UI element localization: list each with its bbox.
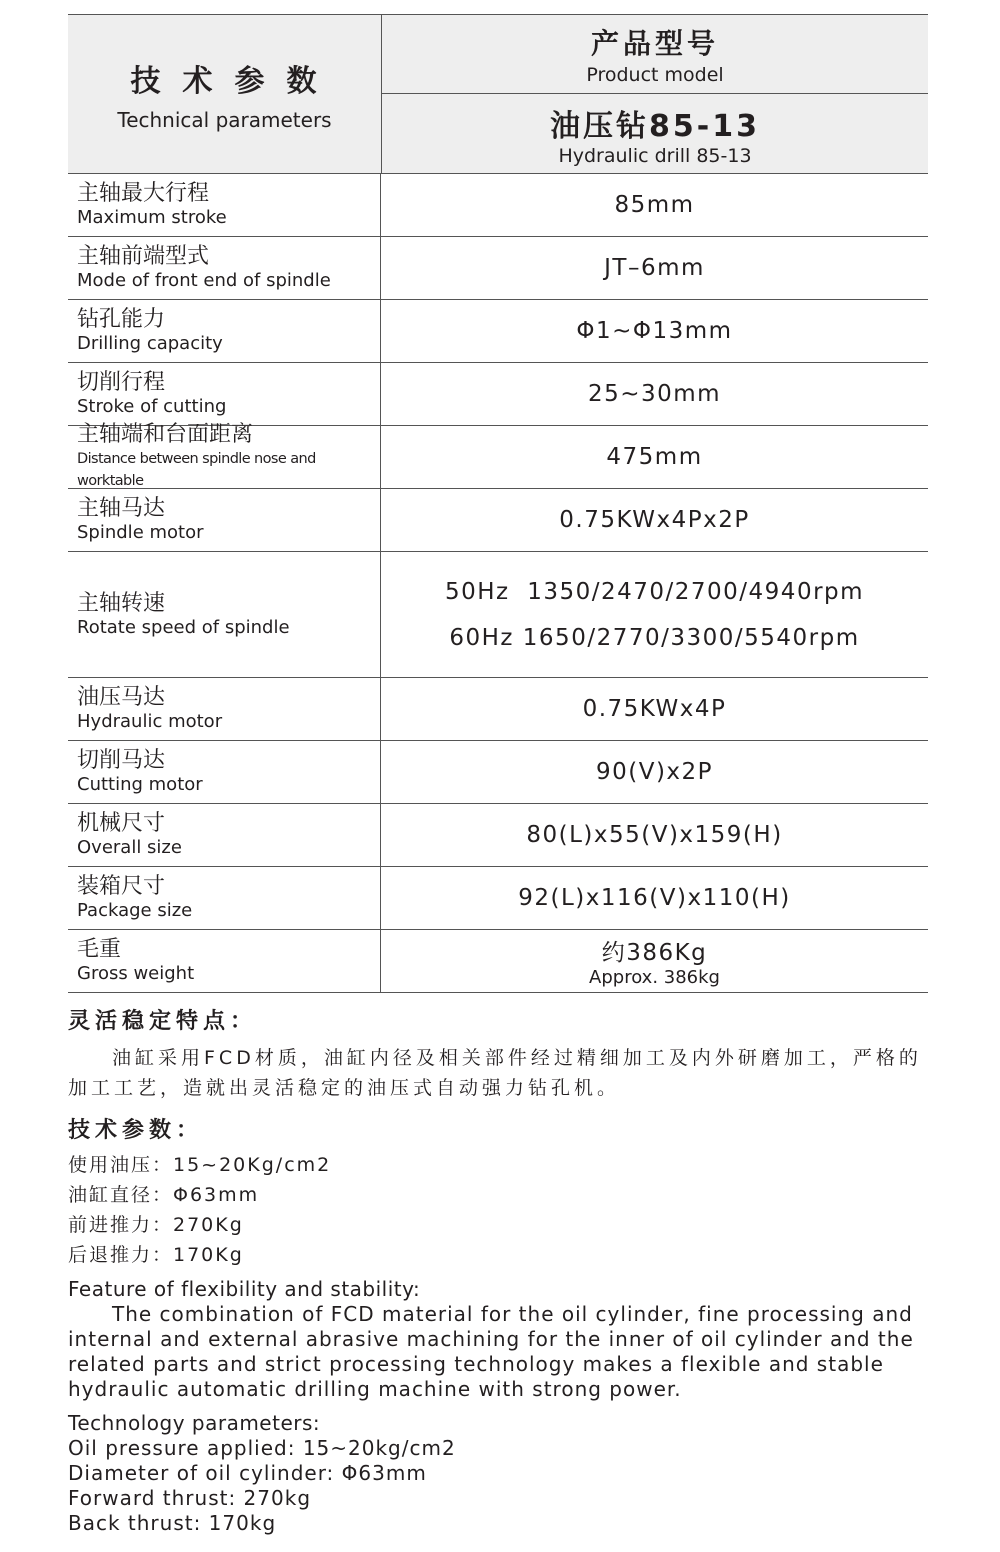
model-name-cell [382, 94, 928, 173]
param-item-cn: 油缸直径：Φ63mm [68, 1184, 260, 1206]
model-label-cell [382, 15, 928, 94]
feature-body-en: The combination of FCD material for the oil cylinder, fine processing and internal and external abrasive machining for the inner of oil cylinder and the related parts and strict processing technology makes a flexible and stable hydraulic automatic drilling machine with strong power. [68, 1302, 914, 1401]
param-item-en: Back thrust: 170kg [68, 1511, 277, 1535]
description-section [68, 1004, 938, 1536]
table-row [68, 804, 928, 867]
model-label-en: Product model [586, 64, 724, 86]
row-value [381, 930, 928, 992]
table-row [68, 174, 928, 237]
label-cn: 机械尺寸 [77, 811, 166, 836]
param-item-en: Forward thrust: 270kg [68, 1486, 312, 1510]
row-label [68, 300, 381, 362]
param-item-en: Diameter of oil cylinder: Φ63mm [68, 1461, 427, 1485]
label-cn: 主轴转速 [77, 590, 166, 616]
speed-60hz: 60Hz 1650/2770/3300/5540rpm [449, 624, 860, 651]
row-value [381, 552, 928, 677]
spec-table [68, 14, 928, 993]
model-name-cn: 油压钻85-13 [550, 108, 760, 144]
row-value: Φ1~Φ13mm [576, 318, 733, 344]
table-row [68, 422, 928, 489]
table-row [68, 300, 928, 363]
row-value: 92(L)x116(V)x110(H) [518, 885, 791, 911]
params-heading-cn: 技术参数： [68, 1118, 204, 1143]
label-en: Distance between spindle nose and worktable [77, 451, 316, 489]
parameter-header-cn: 技术参数 [130, 64, 339, 99]
model-name-en: Hydraulic drill 85-13 [558, 144, 752, 167]
param-item-cn: 使用油压：15~20Kg/cm2 [68, 1154, 332, 1176]
label-en: Mode of front end of spindle [77, 270, 331, 291]
table-row [68, 363, 928, 426]
param-item-en: Oil pressure applied: 15~20kg/cm2 [68, 1436, 456, 1460]
label-en: Spindle motor [77, 522, 204, 543]
row-label [68, 174, 381, 236]
label-cn: 钻孔能力 [77, 307, 166, 332]
table-row [68, 867, 928, 930]
label-en: Package size [77, 900, 193, 921]
feature-body-cn: 油缸采用FCD材质，油缸内径及相关部件经过精细加工及内外研磨加工，严格的加工工艺，造就出灵活稳定的油压式自动强力钻孔机。 [68, 1047, 922, 1099]
label-cn: 主轴前端型式 [77, 244, 210, 269]
model-header [382, 15, 928, 173]
row-label [68, 422, 381, 489]
label-cn: 主轴最大行程 [77, 181, 210, 206]
table-row [68, 237, 928, 300]
row-value: 80(L)x55(V)x159(H) [526, 822, 783, 848]
feature-heading-cn: 灵活稳定特点： [68, 1009, 258, 1034]
label-en: Maximum stroke [77, 207, 227, 228]
row-value: 90(V)x2P [595, 759, 714, 785]
feature-heading-en: Feature of flexibility and stability: [68, 1277, 421, 1301]
row-label [68, 552, 381, 677]
label-en: Stroke of cutting [77, 396, 227, 417]
row-value: 0.75KWx4Px2P [559, 507, 750, 533]
row-value: 25~30mm [587, 381, 722, 407]
weight-en: Approx. 386kg [589, 967, 720, 988]
speed-50hz: 50Hz 1350/2470/2700/4940rpm [444, 578, 865, 605]
row-label [68, 930, 381, 992]
table-header [68, 15, 928, 174]
label-cn: 油压马达 [77, 685, 166, 710]
label-en: Gross weight [77, 963, 195, 984]
label-en: Cutting motor [77, 774, 203, 795]
table-row [68, 741, 928, 804]
table-row [68, 930, 928, 992]
row-value: JT–6mm [604, 255, 705, 281]
row-label [68, 678, 381, 740]
weight-cn: 约386Kg [601, 940, 708, 966]
param-item-cn: 后退推力：170Kg [68, 1244, 244, 1266]
params-list-cn [68, 1150, 938, 1270]
parameter-header-en: Technical parameters [117, 108, 332, 132]
label-en: Drilling capacity [77, 333, 223, 354]
row-value: 475mm [606, 444, 703, 470]
label-cn: 切削马达 [77, 748, 166, 773]
row-label [68, 489, 381, 551]
row-label [68, 867, 381, 929]
label-cn: 切削行程 [77, 370, 166, 395]
label-cn: 主轴端和台面距离 [77, 422, 254, 447]
label-cn: 主轴马达 [77, 496, 166, 521]
param-item-cn: 前进推力：270Kg [68, 1214, 244, 1236]
model-label-cn: 产品型号 [590, 27, 719, 60]
row-label [68, 363, 381, 425]
row-value: 85mm [614, 192, 695, 218]
label-en: Rotate speed of spindle [77, 616, 290, 638]
label-cn: 装箱尺寸 [77, 874, 166, 899]
row-label [68, 237, 381, 299]
label-cn: 毛重 [77, 937, 122, 962]
table-row [68, 552, 928, 678]
row-value: 0.75KWx4P [582, 696, 727, 722]
table-row [68, 678, 928, 741]
row-label [68, 741, 381, 803]
row-label [68, 804, 381, 866]
table-row [68, 489, 928, 552]
label-en: Overall size [77, 837, 182, 858]
params-heading-en: Technology parameters: [68, 1411, 321, 1435]
label-en: Hydraulic motor [77, 711, 223, 732]
parameter-header [68, 15, 382, 173]
